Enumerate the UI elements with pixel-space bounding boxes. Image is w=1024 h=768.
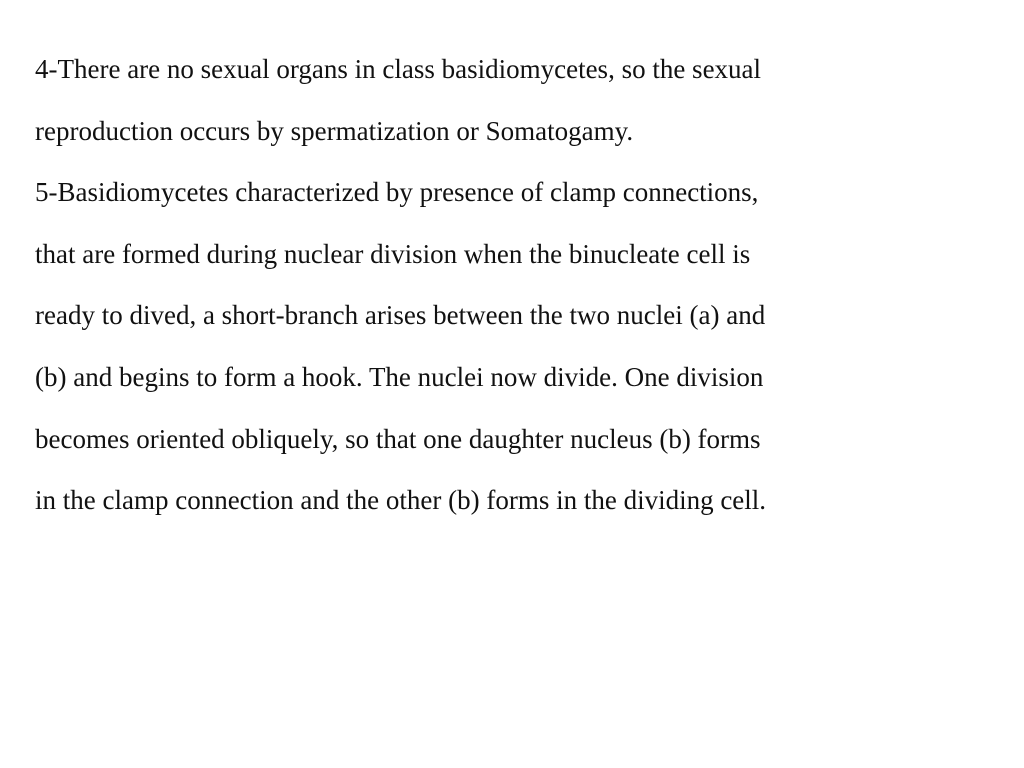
text-line-8: in the clamp connection and the other (b) forms in the dividing cell.: [35, 485, 767, 516]
text-line-2: reproduction occurs by spermatization or Somatogamy.: [35, 115, 634, 146]
text-line-3: 5-Basidiomycetes characterized by presence of clamp connections,: [35, 177, 759, 208]
text-line-6: (b) and begins to form a hook. The nuclei now divide. One division: [35, 361, 764, 392]
text-line-4: that are formed during nuclear division when the binucleate cell is: [35, 238, 751, 269]
text-line-7: becomes oriented obliquely, so that one daughter nucleus (b) forms: [35, 423, 761, 454]
body-text: [35, 44, 995, 537]
text-line-5: ready to dived, a short-branch arises between the two nuclei (a) and: [35, 300, 766, 331]
text-line-1: 4-There are no sexual organs in class basidiomycetes, so the sexual: [35, 54, 762, 84]
